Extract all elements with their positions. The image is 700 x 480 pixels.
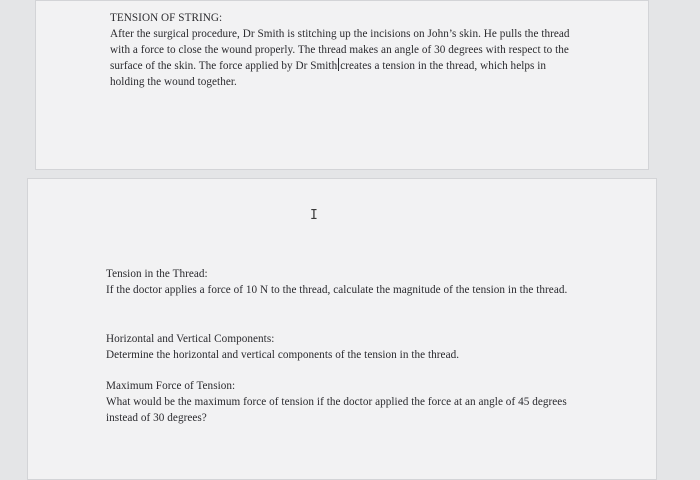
question-text: What would be the maximum force of tension if the doctor applied the force at an angle of 45 degrees instead of 30 degrees? <box>106 396 567 424</box>
question-block-3[interactable] <box>106 378 576 426</box>
scenario-body-after-caret: creates a tension in the thread, which helps in holding the wound together. <box>110 60 547 88</box>
question-title: Tension in the Thread: <box>106 268 208 280</box>
questions-panel[interactable] <box>27 178 657 480</box>
question-text: If the doctor applies a force of 10 N to the thread, calculate the magnitude of the tension in the thread. <box>106 284 568 296</box>
question-block-1[interactable] <box>106 266 576 298</box>
scenario-heading: TENSION OF STRING: <box>110 12 223 24</box>
question-title: Maximum Force of Tension: <box>106 380 236 392</box>
scenario-text-block[interactable] <box>110 10 570 90</box>
question-title: Horizontal and Vertical Components: <box>106 333 275 345</box>
scenario-body-before-caret: After the surgical procedure, Dr Smith is stitching up the incisions on John’s skin. He pulls the thread with a force to close the wound properly. The thread makes an angle of 30 degrees with respect to the surface of the skin. The force applied by Dr Smith <box>110 28 570 72</box>
question-block-2[interactable] <box>106 331 576 363</box>
question-text: Determine the horizontal and vertical components of the tension in the thread. <box>106 349 460 361</box>
scenario-body <box>110 26 570 90</box>
text-cursor-icon: I <box>310 208 318 223</box>
